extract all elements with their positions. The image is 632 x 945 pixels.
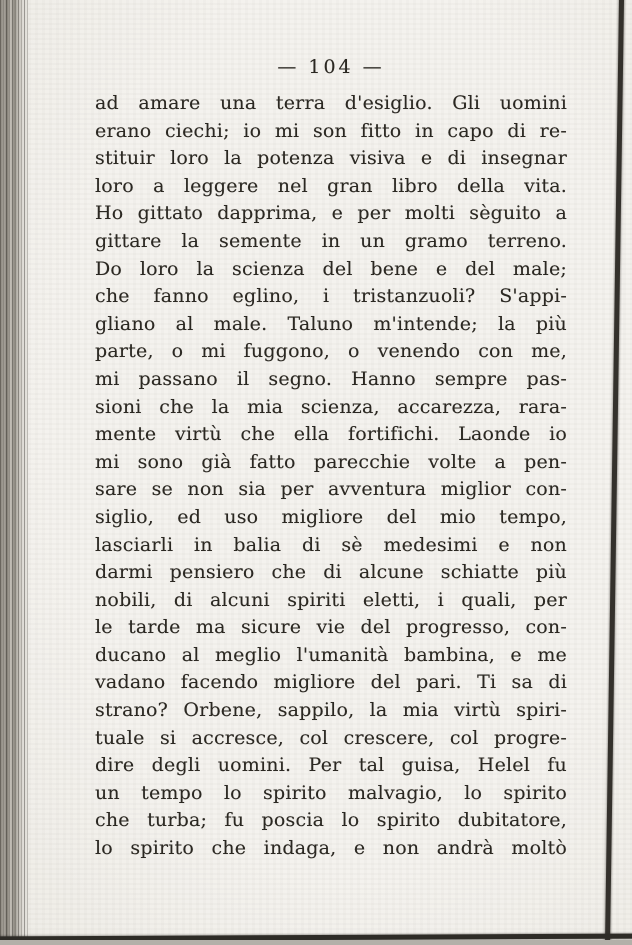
text-line: mi passano il segno. Hanno sempre pas- — [95, 367, 567, 390]
text-line: sare se non sia per avventura miglior con- — [95, 478, 567, 501]
text-line: le tarde ma sicure vie del progresso, con- — [95, 616, 567, 639]
page-edge-line-right — [605, 0, 624, 945]
text-line: darmi pensiero che di alcune schiatte più — [95, 561, 567, 584]
text-line: mente virtù che ella fortifichi. Laonde io — [95, 423, 567, 446]
page-number: — 104 — — [277, 56, 385, 78]
text-line: gliano al male. Taluno m'intende; la più — [95, 312, 567, 335]
text-line: erano ciechi; io mi son fitto in capo di re- — [95, 119, 567, 142]
text-line: lo spirito che indaga, e non andrà moltò — [95, 837, 567, 860]
text-line: gittare la semente in un gramo terreno. — [95, 229, 567, 252]
text-line: che turba; fu poscia lo spirito dubitatore, — [95, 809, 567, 832]
binding-gutter-shadow — [0, 0, 28, 938]
text-line: lasciarli in balia di sè medesimi e non — [95, 533, 567, 556]
text-line: tuale si accresce, col crescere, col progre- — [95, 726, 567, 749]
text-line: un tempo lo spirito malvagio, lo spirito — [95, 781, 567, 804]
text-line: sioni che la mia scienza, accarezza, rara- — [95, 395, 567, 418]
text-line: loro a leggere nel gran libro della vita. — [95, 174, 567, 197]
text-line: Do loro la scienza del bene e del male; — [95, 257, 567, 280]
text-line: parte, o mi fuggono, o venendo con me, — [95, 340, 567, 363]
text-line: Ho gittato dapprima, e per molti sèguito a — [95, 202, 567, 225]
text-line: ad amare una terra d'esiglio. Gli uomini — [95, 92, 567, 114]
text-line: dire degli uomini. Per tal guisa, Helel fu — [95, 754, 567, 777]
text-line: nobili, di alcuni spiriti eletti, i quali, per — [95, 588, 567, 611]
text-line: stituir loro la potenza visiva e di insegnar — [95, 147, 567, 170]
text-line: mi sono già fatto parecchie volte a pen- — [95, 450, 567, 473]
scan-background-strip — [0, 940, 632, 945]
text-line: siglio, ed uso migliore del mio tempo, — [95, 505, 567, 528]
text-line: strano? Orbene, sappilo, la mia virtù spiri- — [95, 699, 567, 722]
text-line: vadano facendo migliore del pari. Ti sa di — [95, 671, 567, 694]
page-body-text — [95, 90, 567, 863]
text-line: che fanno eglino, i tristanzuoli? S'appi- — [95, 285, 567, 308]
text-line: ducano al meglio l'umanità bambina, e me — [95, 643, 567, 666]
